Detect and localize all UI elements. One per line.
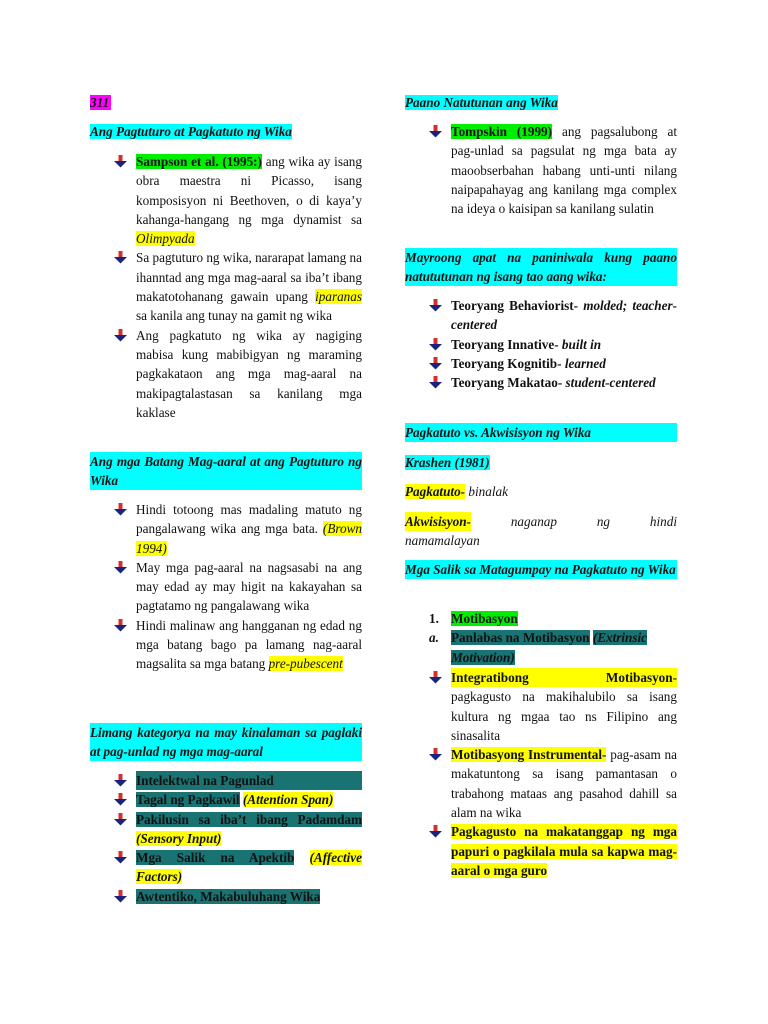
arrow-down-bullet-icon — [114, 793, 127, 806]
krashen-citation: Krashen (1981) — [405, 455, 490, 470]
section-title-pagtuturo: Ang Pagtuturo at Pagkatuto ng Wika — [90, 124, 292, 139]
arrow-down-bullet-icon — [429, 125, 442, 138]
list-item: Ang pagkatuto ng wika ay nagiging mabisa kung mabibigyan ng maraming pagkakataon ang mga mag-aaral na makipagtalastasan sa kanilang mga kaklase — [90, 326, 362, 422]
section-title-apat-na-paniniwala: Mayroong apat na paniniwala kung paano natututunan ng isang tao aang wika: — [405, 250, 677, 284]
arrow-down-bullet-icon — [429, 825, 442, 838]
arrow-down-bullet-icon — [429, 338, 442, 351]
arrow-down-bullet-icon — [114, 251, 127, 264]
arrow-down-bullet-icon — [114, 619, 127, 632]
list-batang — [90, 500, 362, 674]
section-title-mga-salik: Mga Salik sa Matagumpay na Pagkatuto ng Wika — [405, 562, 676, 577]
section-title-limang-kategorya: Limang kategorya na may kinalaman sa paglaki at pag-unlad ng mga mag-aaral — [90, 725, 362, 759]
arrow-down-bullet-icon — [429, 671, 442, 684]
list-item: Teoryang Behaviorist- molded; teacher-centered — [405, 296, 677, 335]
arrow-down-bullet-icon — [114, 813, 127, 826]
arrow-down-bullet-icon — [429, 299, 442, 312]
arrow-down-bullet-icon — [114, 503, 127, 516]
akwisisyon-definition: Akwisisyon- naganap ng hindi namamalayan — [405, 514, 677, 548]
page-number: 311 — [90, 95, 110, 110]
list-item: Sampson et al. (1995:) ang wika ay isang obra maestra ni Picasso, isang komposisyon ni Beethoven, o di kaya’y kahanga-hangang ng mga dynamist sa Olimpyada — [90, 152, 362, 248]
list-item: 1. Motibasyon — [429, 611, 518, 626]
list-item: May mga pag-aaral na nagsasabi na ang may edad ay may higit na kakayahan sa pagtatamo ng pangalawang wika — [90, 558, 362, 616]
list-item: Integratibong Motibasyon- pagkagusto na makihalubilo sa isang kultura ng mgaa tao ns Filipino ang sinasalita — [405, 668, 677, 745]
arrow-down-bullet-icon — [429, 376, 442, 389]
list-item: Awtentiko, Makabuluhang Wika — [90, 887, 362, 906]
list-item: Hindi totoong mas madaling matuto ng pangalawang wika ang mga bata. (Brown 1994) — [90, 500, 362, 558]
list-item: Pakilusin sa iba’t ibang Padamdam (Sensory Input) — [90, 810, 362, 849]
list-item: Tompskin (1999) ang pagsalubong at pag-unlad sa pagsulat ng mga bata ay maoobserbahan habang unti-unti nilang naipapahayag ang kanilang mga complex na ideya o kaisipan sa kanilang sulatin — [405, 122, 677, 218]
section-title-paano: Paano Natutunan ang Wika — [405, 95, 558, 110]
arrow-down-bullet-icon — [114, 329, 127, 342]
list-motibasyon-types — [405, 668, 677, 880]
list-motibasyon — [405, 609, 677, 667]
list-item: Hindi malinaw ang hangganan ng edad ng mga batang bago pa lamang nag-aaral magsalita sa mga batang pre-pubescent — [90, 616, 362, 674]
arrow-down-bullet-icon — [114, 561, 127, 574]
section-title-batang: Ang mga Batang Mag-aaral at ang Pagtuturo ng Wika — [90, 454, 362, 488]
arrow-down-bullet-icon — [429, 357, 442, 370]
arrow-down-bullet-icon — [114, 851, 127, 864]
list-tompskin — [405, 122, 677, 218]
list-item: Teoryang Makatao- student-centered — [405, 373, 677, 392]
list-teorya — [405, 296, 677, 392]
arrow-down-bullet-icon — [114, 774, 127, 787]
arrow-down-bullet-icon — [114, 890, 127, 903]
list-item: a. Panlabas na Motibasyon (Extrinsic Motivation) — [429, 630, 648, 665]
list-kategorya — [90, 771, 362, 906]
list-item: Sa pagtuturo ng wika, nararapat lamang na ihanntad ang mga mag-aaral sa iba’t ibang makatotohanang gawain upang iparanas sa kanila ang tunay na gamit ng wika — [90, 248, 362, 325]
section-title-pagkatuto-vs: Pagkatuto vs. Akwisisyon ng Wika — [405, 423, 677, 442]
list-item: Pagkagusto na makatanggap ng mga papuri o pagkilala mula sa kapwa mag-aaral o mga guro — [405, 822, 677, 880]
list-item: Intelektwal na Pagunlad — [90, 771, 362, 790]
list-item: Teoryang Innative- built in — [405, 335, 677, 354]
pagkatuto-definition: Pagkatuto- binalak — [405, 484, 508, 499]
list-item: Teoryang Kognitib- learned — [405, 354, 677, 373]
list-item: Mga Salik na Apektib (Affective Factors) — [90, 848, 362, 887]
list-pagtuturo — [90, 152, 362, 422]
list-item: Motibasyong Instrumental- pag-asam na makatuntong sa isang pamantasan o trabahong mataas ang pasahod dahill sa alam na wika — [405, 745, 677, 822]
arrow-down-bullet-icon — [429, 748, 442, 761]
list-item: Tagal ng Pagkawil (Attention Span) — [90, 790, 362, 809]
arrow-down-bullet-icon — [114, 155, 127, 168]
